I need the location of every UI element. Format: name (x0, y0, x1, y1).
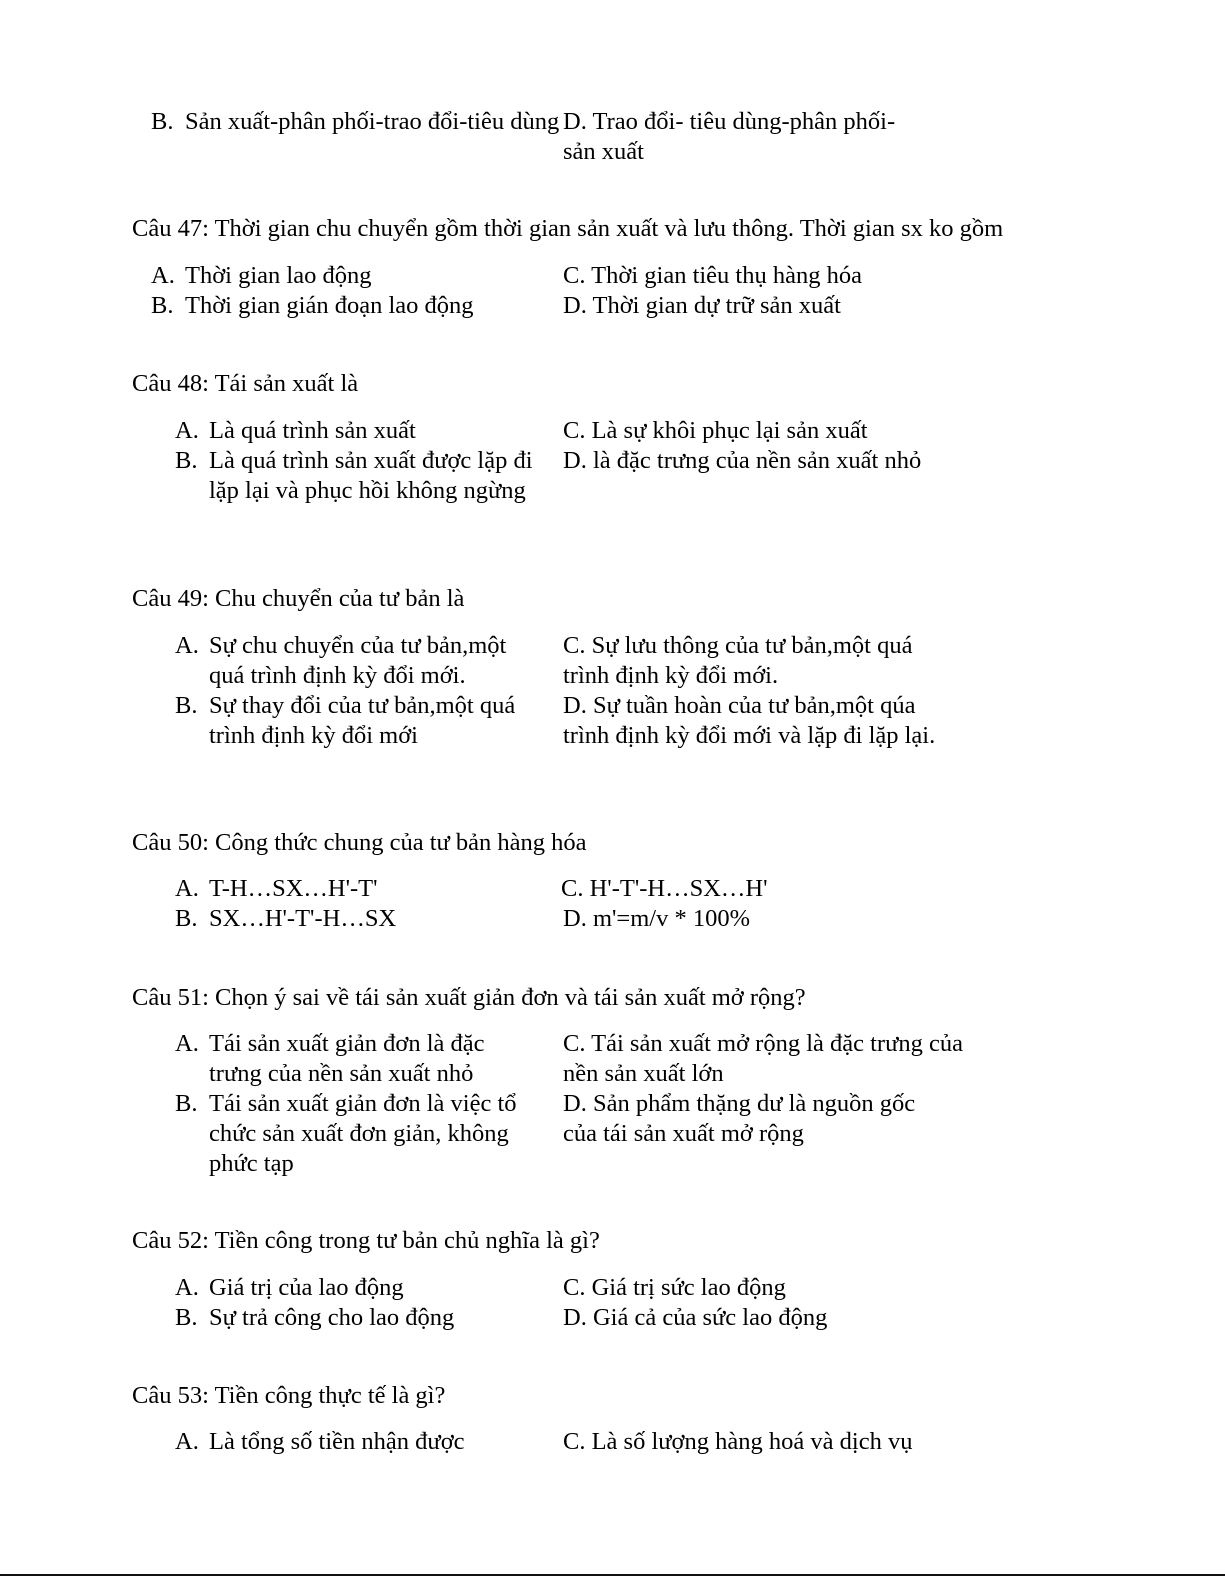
option-text: Tái sản xuất mở rộng là đặc trưng của nền sản xuất lớn (563, 1030, 963, 1087)
option-text: Sự tuần hoàn của tư bản,một qúa trình định kỳ đổi mới và lặp đi lặp lại. (563, 692, 936, 749)
option-label: D. (563, 447, 587, 474)
option-label: B. (151, 108, 174, 135)
option-text: Sản xuất-phân phối-trao đổi-tiêu dùng (185, 108, 560, 135)
option-text: Là quá trình sản xuất được lặp đi lặp lại và phục hồi không ngừng (209, 447, 533, 504)
option-text: Thời gian tiêu thụ hàng hóa (591, 262, 862, 289)
option-text: Thời gian lao động (185, 262, 372, 289)
option-text: Là số lượng hàng hoá và dịch vụ (591, 1428, 913, 1455)
q48-option-b (175, 446, 539, 506)
q47-option-a (151, 261, 570, 291)
q52-option-c (563, 1273, 963, 1303)
question-52-title: Câu 52: Tiền công trong tư bản chủ nghĩa là gì? (132, 1227, 600, 1254)
option-label: A. (175, 1274, 199, 1301)
option-label: C. (563, 1428, 586, 1455)
q52-option-b (175, 1303, 539, 1333)
option-text: Là quá trình sản xuất (209, 417, 416, 444)
option-text: Tái sản xuất giản đơn là việc tổ chức sản xuất đơn giản, không phức tạp (209, 1090, 517, 1177)
option-label: D. (563, 1304, 587, 1331)
option-label: A. (175, 632, 199, 659)
q51-option-d (563, 1089, 948, 1149)
option-text: Là sự khôi phục lại sản xuất (591, 417, 868, 444)
page-bottom-rule (0, 1574, 1225, 1576)
option-label: B. (175, 905, 198, 932)
q50-option-c (561, 874, 961, 904)
option-text: Sản phẩm thặng dư là nguồn gốc của tái sản xuất mở rộng (563, 1090, 916, 1147)
option-text: Giá trị của lao động (209, 1274, 404, 1301)
option-label: B. (151, 292, 174, 319)
option-label: A. (175, 1030, 199, 1057)
question-51-title: Câu 51: Chọn ý sai về tái sản xuất giản đơn và tái sản xuất mở rộng? (132, 984, 806, 1011)
option-label: C. (563, 632, 586, 659)
question-50-title: Câu 50: Công thức chung của tư bản hàng hóa (132, 829, 587, 856)
option-label: B. (175, 692, 198, 719)
option-label: A. (175, 417, 199, 444)
option-label: D. (563, 692, 587, 719)
q48-option-d (563, 446, 963, 476)
option-text: T-H…SX…H'-T' (209, 875, 378, 902)
q51-option-c (563, 1029, 963, 1089)
q48-option-a (175, 416, 539, 446)
option-label: A. (151, 262, 175, 289)
q52-option-a (175, 1273, 539, 1303)
question-49-title: Câu 49: Chu chuyển của tư bản là (132, 585, 465, 612)
q51-option-a (175, 1029, 539, 1089)
option-text: Giá trị sức lao động (591, 1274, 786, 1301)
option-text: Thời gian dự trữ sản xuất (592, 292, 841, 319)
option-text: H'-T'-H…SX…H' (589, 875, 768, 902)
q49-option-a (175, 631, 539, 691)
option-label: C. (563, 1030, 586, 1057)
option-label: B. (175, 1304, 198, 1331)
q47-option-b (151, 291, 570, 321)
q49-option-d (563, 691, 948, 751)
option-label: D. (563, 108, 587, 135)
option-text: Sự chu chuyển của tư bản,một quá trình định kỳ đổi mới. (209, 632, 507, 689)
option-label: D. (563, 292, 587, 319)
option-d (563, 107, 933, 167)
q49-option-c (563, 631, 948, 691)
option-text: Tái sản xuất giản đơn là đặc trưng của nền sản xuất nhỏ (209, 1030, 485, 1087)
option-text: Trao đổi- tiêu dùng-phân phối- sản xuất (563, 108, 896, 165)
option-text: Sự thay đổi của tư bản,một quá trình định kỳ đổi mới (209, 692, 516, 749)
option-text: Sự trả công cho lao động (209, 1304, 455, 1331)
q49-option-b (175, 691, 519, 751)
option-text: Là tổng số tiền nhận được (209, 1428, 465, 1455)
q48-option-c (563, 416, 963, 446)
option-label: C. (561, 875, 584, 902)
option-label: B. (175, 447, 198, 474)
question-48-title: Câu 48: Tái sản xuất là (132, 370, 359, 397)
q52-option-d (563, 1303, 963, 1333)
q50-option-d (563, 904, 963, 934)
q50-option-a (175, 874, 539, 904)
option-label: A. (175, 875, 199, 902)
option-label: D. (563, 1090, 587, 1117)
option-label: C. (563, 262, 586, 289)
q51-option-b (175, 1089, 539, 1179)
option-text: là đặc trưng của nền sản xuất nhỏ (592, 447, 922, 474)
q50-option-b (175, 904, 539, 934)
q47-option-d (563, 291, 963, 321)
option-b (151, 107, 570, 137)
option-text: Sự lưu thông của tư bản,một quá trình định kỳ đổi mới. (563, 632, 913, 689)
option-text: Thời gian gián đoạn lao động (185, 292, 474, 319)
q53-option-a (175, 1427, 549, 1457)
option-text: SX…H'-T'-H…SX (209, 905, 397, 932)
q47-option-c (563, 261, 963, 291)
option-label: B. (175, 1090, 198, 1117)
option-label: D. (563, 905, 587, 932)
option-label: C. (563, 1274, 586, 1301)
option-text: Giá cả của sức lao động (592, 1304, 828, 1331)
question-47-title: Câu 47: Thời gian chu chuyển gồm thời gian sản xuất và lưu thông. Thời gian sx ko gồm (132, 215, 1004, 242)
option-label: C. (563, 417, 586, 444)
option-text: m'=m/v * 100% (592, 905, 751, 932)
question-53-title: Câu 53: Tiền công thực tế là gì? (132, 1382, 446, 1409)
q53-option-c (563, 1427, 983, 1457)
option-label: A. (175, 1428, 199, 1455)
